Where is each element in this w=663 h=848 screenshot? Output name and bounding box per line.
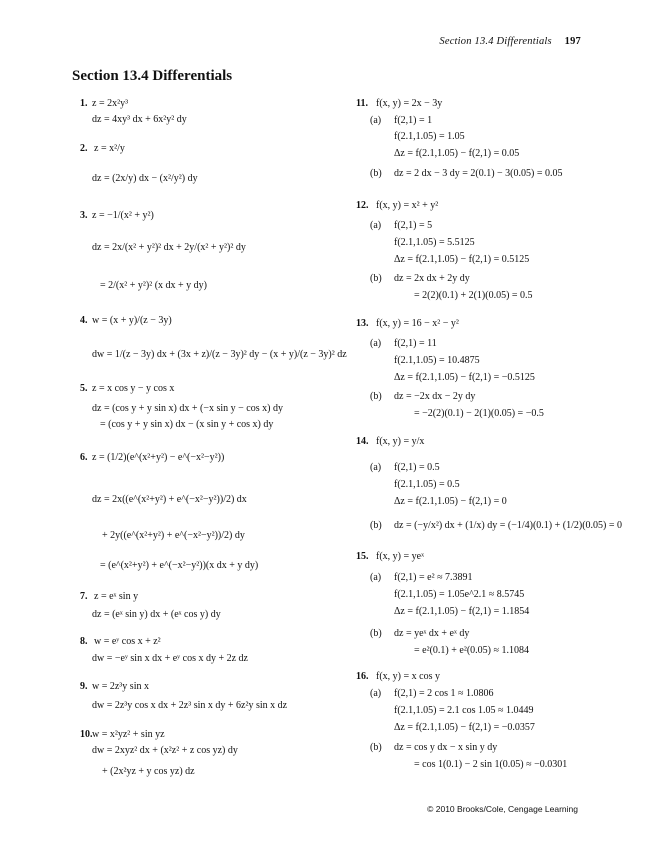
equation-line: dz = 2x/(x² + y²)² dx + 2y/(x² + y²)² dy — [92, 242, 246, 253]
exercise-number: 2. — [80, 143, 88, 154]
page-number: 197 — [564, 36, 581, 47]
exercise-number: 13. — [356, 318, 369, 329]
equation-line: dz = 2x((e^(x²+y²) + e^(−x²−y²))/2) dx — [92, 494, 247, 505]
equation-line: (a) — [370, 115, 382, 126]
exercise-number: 6. — [80, 452, 88, 463]
equation-line: z = x cos y − y cos x — [92, 383, 175, 394]
equation-line: (a) — [370, 462, 382, 473]
equation-line: dz = 2 dx − 3 dy = 2(0.1) − 3(0.05) = 0.05 — [394, 168, 563, 179]
equation-line: f(2,1) = e² ≈ 7.3891 — [394, 572, 473, 583]
equation-line: = (e^(x²+y²) + e^(−x²−y²))(x dx + y dy) — [100, 560, 259, 571]
section-title: Section 13.4 Differentials — [72, 68, 233, 84]
equation-line: f(2.1,1.05) = 5.5125 — [394, 237, 475, 248]
equation-line: (b) — [370, 628, 382, 639]
equation-line: f(x, y) = y/x — [376, 436, 425, 447]
exercise-number: 3. — [80, 210, 88, 221]
equation-line: dw = 2xyz² dx + (x²z² + z cos yz) dy — [92, 745, 238, 756]
exercise-number: 7. — [80, 591, 88, 602]
equation-line: dz = (2x/y) dx − (x²/y²) dy — [92, 173, 198, 184]
equation-line: = (cos y + y sin x) dx − (x sin y + cos x) dy — [100, 419, 274, 430]
equation-line: (a) — [370, 220, 382, 231]
equation-line: Δz = f(2.1,1.05) − f(2,1) = 0.05 — [394, 148, 520, 159]
equation-line: f(2.1,1.05) = 0.5 — [394, 479, 460, 490]
equation-line: z = x²/y — [94, 143, 125, 154]
equation-line: dz = 2x dx + 2y dy — [394, 273, 470, 284]
equation-line: z = (1/2)(e^(x²+y²) − e^(−x²−y²)) — [92, 452, 225, 463]
exercise-number: 9. — [80, 681, 88, 692]
exercise-number: 16. — [356, 671, 369, 682]
equation-line: = 2(2)(0.1) + 2(1)(0.05) = 0.5 — [414, 290, 533, 301]
copyright-footer: © 2010 Brooks/Cole, Cengage Learning — [427, 804, 578, 814]
equation-line: Δz = f(2.1,1.05) − f(2,1) = 0 — [394, 496, 507, 507]
header-section: Section 13.4 Differentials — [439, 36, 552, 47]
exercise-number: 11. — [356, 98, 368, 109]
equation-line: + 2y((e^(x²+y²) + e^(−x²−y²))/2) dy — [102, 530, 245, 541]
equation-line: Δz = f(2.1,1.05) − f(2,1) = 0.5125 — [394, 254, 530, 265]
equation-line: Δz = f(2.1,1.05) − f(2,1) = 1.1854 — [394, 606, 530, 617]
equation-line: dz = −2x dx − 2y dy — [394, 391, 476, 402]
equation-line: (b) — [370, 520, 382, 531]
equation-line: (b) — [370, 273, 382, 284]
equation-line: = cos 1(0.1) − 2 sin 1(0.05) ≈ −0.0301 — [414, 759, 568, 770]
equation-line: w = (x + y)/(z − 3y) — [92, 315, 172, 326]
exercise-number: 1. — [80, 98, 88, 109]
exercise-number: 8. — [80, 636, 88, 647]
equation-line: dz = (−y/x²) dx + (1/x) dy = (−1/4)(0.1) + (1/2)(0.05) = 0 — [394, 520, 622, 531]
equation-line: (b) — [370, 742, 382, 753]
equation-line: z = 2x²y³ — [92, 98, 129, 109]
equation-line: f(x, y) = 2x − 3y — [376, 98, 443, 109]
equation-line: f(2.1,1.05) = 2.1 cos 1.05 ≈ 1.0449 — [394, 705, 534, 716]
exercise-number: 4. — [80, 315, 88, 326]
equation-line: f(2.1,1.05) = 10.4875 — [394, 355, 480, 366]
equation-line: f(2.1,1.05) = 1.05 — [394, 131, 465, 142]
equation-line: f(2,1) = 5 — [394, 220, 433, 231]
equation-line: z = −1/(x² + y²) — [92, 210, 154, 221]
exercise-number: 10. — [80, 729, 93, 740]
equation-line: dz = 4xy³ dx + 6x²y² dy — [92, 114, 187, 125]
equation-line: (b) — [370, 391, 382, 402]
exercise-number: 14. — [356, 436, 369, 447]
exercise-number: 15. — [356, 551, 369, 562]
equation-line: (b) — [370, 168, 382, 179]
equation-line: dz = (eˣ sin y) dx + (eˣ cos y) dy — [92, 609, 221, 620]
equation-line: f(2,1) = 1 — [394, 115, 433, 126]
exercise-number: 5. — [80, 383, 88, 394]
equation-line: = e²(0.1) + e²(0.05) ≈ 1.1084 — [414, 645, 529, 656]
equation-line: Δz = f(2.1,1.05) − f(2,1) = −0.5125 — [394, 372, 535, 383]
equation-line: f(x, y) = yeˣ — [376, 551, 424, 562]
equation-line: z = eˣ sin y — [94, 591, 139, 602]
equation-line: dw = −eʸ sin x dx + eʸ cos x dy + 2z dz — [92, 653, 248, 664]
equation-line: = 2/(x² + y²)² (x dx + y dy) — [100, 280, 208, 291]
equation-line: f(2,1) = 11 — [394, 338, 437, 349]
equation-line: Δz = f(2.1,1.05) − f(2,1) = −0.0357 — [394, 722, 535, 733]
equation-line: w = x²yz² + sin yz — [92, 729, 165, 740]
equation-line: dw = 2z³y cos x dx + 2z³ sin x dy + 6z²y sin x dz — [92, 700, 288, 711]
equation-line: (a) — [370, 572, 382, 583]
equation-line: dw = 1/(z − 3y) dx + (3x + z)/(z − 3y)² dy − (x + y)/(z − 3y)² dz — [92, 349, 347, 360]
equation-line: f(2.1,1.05) = 1.05e^2.1 ≈ 8.5745 — [394, 589, 525, 600]
equation-line: dz = cos y dx − x sin y dy — [394, 742, 498, 753]
equation-line: f(2,1) = 2 cos 1 ≈ 1.0806 — [394, 688, 494, 699]
running-header — [439, 36, 581, 47]
equation-line: (a) — [370, 338, 382, 349]
equation-line: w = eʸ cos x + z² — [94, 636, 161, 647]
equation-line: f(x, y) = x cos y — [376, 671, 440, 682]
equation-line: f(x, y) = 16 − x² − y² — [376, 318, 459, 329]
equation-line: (a) — [370, 688, 382, 699]
equation-line: f(x, y) = x² + y² — [376, 200, 439, 211]
equation-line: dz = (cos y + y sin x) dx + (−x sin y − cos x) dy — [92, 403, 283, 414]
equation-line: + (2x²yz + y cos yz) dz — [102, 766, 195, 777]
equation-line: dz = yeˣ dx + eˣ dy — [394, 628, 470, 639]
exercise-number: 12. — [356, 200, 369, 211]
equation-line: = −2(2)(0.1) − 2(1)(0.05) = −0.5 — [414, 408, 544, 419]
equation-line: w = 2z³y sin x — [92, 681, 149, 692]
equation-line: f(2,1) = 0.5 — [394, 462, 440, 473]
